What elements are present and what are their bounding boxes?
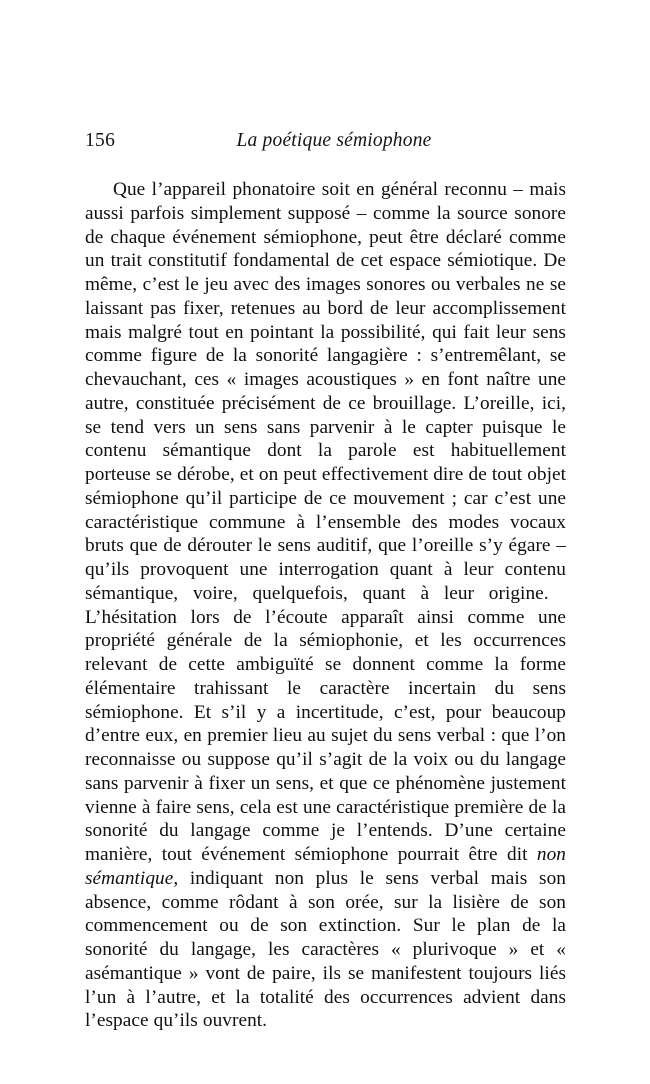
paragraph-text-part-2: L’hésitation lors de l’écoute apparaît ainsi comme une propriété générale de la sémiophonie, et les occurrences relevant de cette ambiguïté se donnent comme la forme élémentaire trahissant le caractère incertain du sens sémiophone. Et s’il y a incertitude, c’est, pour beaucoup d’entre eux, en premier lieu au sujet du sens verbal : que l’on reconnaisse ou suppose qu’il s’agit de la voix ou du langage sans parvenir à fixer un sens, et que ce phénomène justement vienne à faire sens, cela est une caractéristique première de la sonorité du langage comme je l’entends. D’une certaine manière, tout événement sémiophone pourrait être dit xyxy=(85,606,566,865)
page-number: 156 xyxy=(85,130,116,151)
emphasis-non-semantique: non sémantique xyxy=(85,844,566,889)
paragraph-text-part-3: , indiquant non plus le sens verbal mais son absence, comme rôdant à son orée, sur la lisière de son commencement ou de son extinction. Sur le plan de la sonorité du langage, les caractères « plurivoque » et « asémantique » vont de paire, ils se manifestent toujours liés l’un à l’autre, et la totalité des occurrences advient dans l’espace qu’ils ouvrent. xyxy=(85,867,566,1032)
body-text-block xyxy=(85,178,566,1033)
paragraph xyxy=(85,178,566,1033)
paragraph-text-part-1: Que l’appareil phonatoire soit en général reconnu – mais aussi parfois simplement supposé – comme la source sonore de chaque événement sémiophone, peut être déclaré comme un trait constitutif fondamental de cet espace sémiotique. De même, c’est le jeu avec des images sonores ou verbales ne se laissant pas fixer, retenues au bord de leur accomplissement mais malgré tout en pointant la possibilité, qui fait leur sens comme figure de la sonorité langagière : s’entremêlant, se chevauchant, ces « images acoustiques » en font naître une autre, constituée précisément de ce brouillage. L’oreille, ici, se tend vers un sens sans parvenir à le capter puisque le contenu sémantique dont la parole est habituellement porteuse se dérobe, et on peut effectivement dire de tout objet sémiophone qu’il participe de ce mouvement ; car c’est une caractéristique commune à l’ensemble des modes vocaux bruts que de dérouter le sens auditif, que l’oreille s’y égare – qu’ils provoquent une interrogation quant à leur contenu sémantique, voire, quelquefois, quant à leur origine. xyxy=(85,179,566,604)
running-header xyxy=(85,128,565,154)
running-title: La poétique sémiophone xyxy=(236,130,432,151)
